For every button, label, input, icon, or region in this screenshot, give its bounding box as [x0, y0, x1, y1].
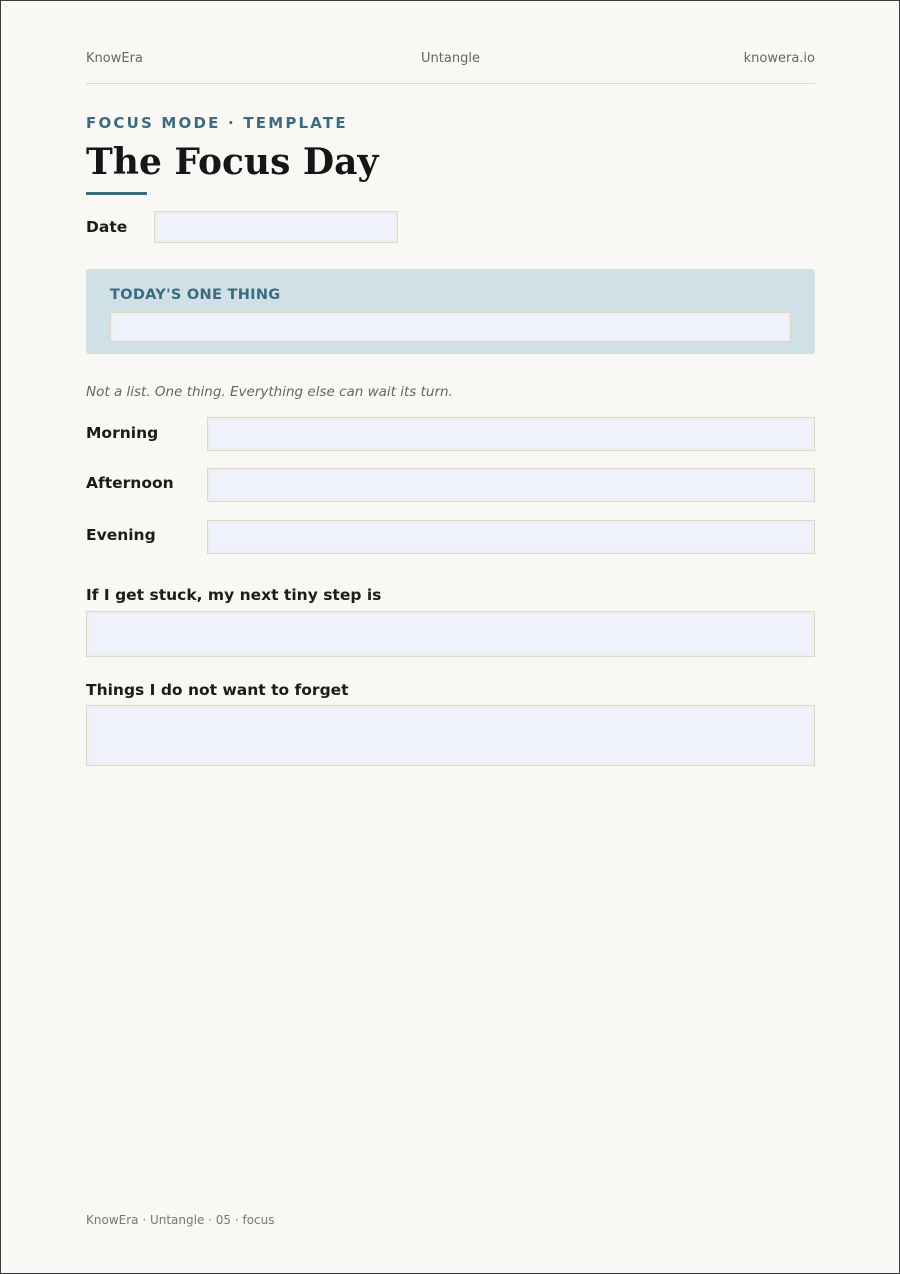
one-thing-label: TODAY'S ONE THING — [110, 287, 281, 303]
header-site: knowera.io — [743, 51, 815, 66]
evening-label: Evening — [86, 526, 156, 544]
title-underline — [86, 192, 147, 195]
page-footer: KnowEra · Untangle · 05 · focus — [86, 1213, 275, 1227]
one-thing-field[interactable] — [110, 312, 791, 342]
date-label: Date — [86, 218, 128, 236]
header-brand: KnowEra — [86, 51, 143, 66]
morning-field[interactable] — [207, 417, 815, 451]
one-thing-note: Not a list. One thing. Everything else can wait its turn. — [86, 384, 453, 400]
stuck-field[interactable] — [86, 611, 815, 657]
date-field[interactable] — [154, 211, 398, 243]
afternoon-label: Afternoon — [86, 474, 174, 492]
morning-label: Morning — [86, 424, 159, 442]
one-thing-panel — [86, 269, 815, 354]
page-header — [86, 51, 815, 84]
remember-label: Things I do not want to forget — [86, 681, 349, 699]
afternoon-field[interactable] — [207, 468, 815, 502]
eyebrow-label: FOCUS MODE · TEMPLATE — [86, 114, 348, 132]
page-title: The Focus Day — [86, 141, 379, 183]
evening-field[interactable] — [207, 520, 815, 554]
header-product: Untangle — [421, 51, 480, 66]
stuck-label: If I get stuck, my next tiny step is — [86, 586, 382, 604]
remember-field[interactable] — [86, 705, 815, 766]
